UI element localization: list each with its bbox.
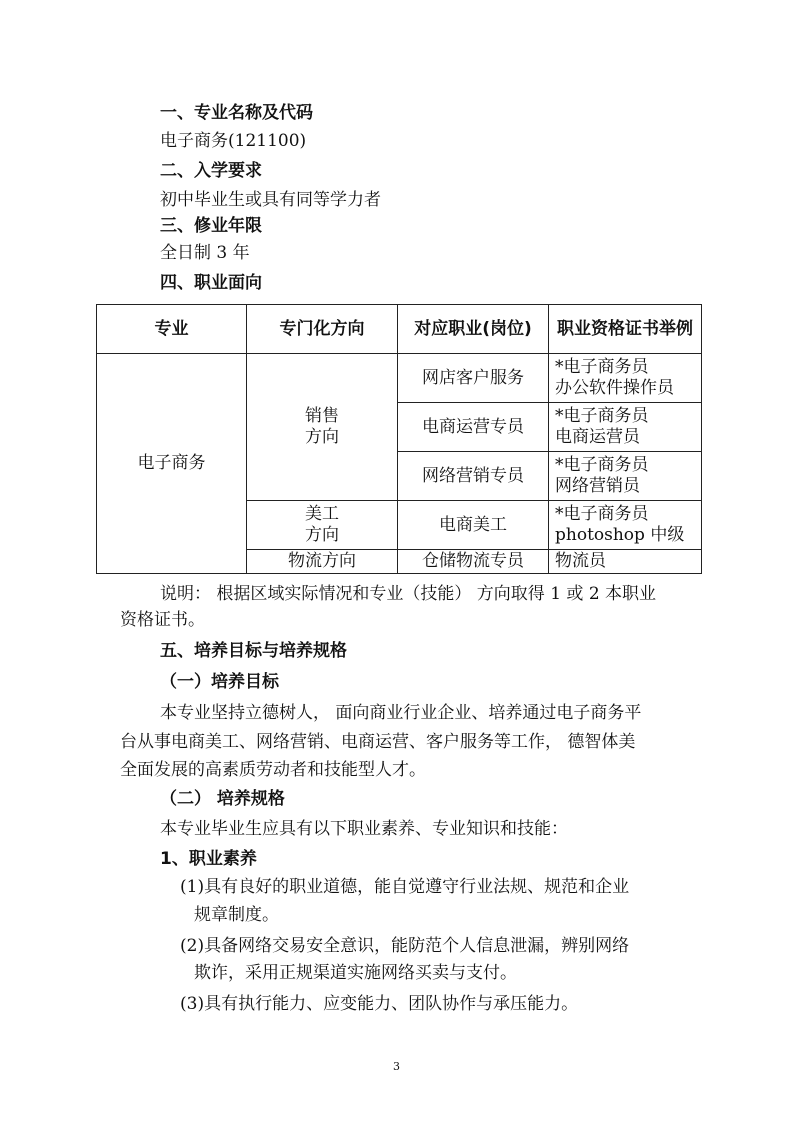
page-number: 3 — [393, 1060, 400, 1073]
job-cell: 电商运营专员 — [398, 403, 549, 452]
section-2-title: 二、入学要求 — [160, 161, 262, 181]
section-2-body: 初中毕业生或具有同等学力者 — [160, 190, 381, 210]
cert-line1: *电子商务员 — [555, 357, 649, 377]
note-line-1: 说明： 根据区域实际情况和专业（技能） 方向取得 1 或 2 本职业 — [160, 584, 657, 604]
career-table — [96, 304, 702, 574]
subsection-2-title: （二） 培养规格 — [160, 789, 285, 809]
subsection-1-title: （一）培养目标 — [160, 672, 279, 692]
header-cert: 职业资格证书举例 — [549, 305, 702, 354]
cert-cell — [549, 354, 702, 403]
section-1-body: 电子商务(121100) — [160, 131, 307, 151]
header-major: 专业 — [97, 305, 247, 354]
list-item-2-line-2: 欺诈，采用正规渠道实施网络买卖与支付。 — [194, 963, 517, 983]
cert-line2: 网络营销员 — [555, 476, 640, 496]
list-item-1-line-1: (1)具有良好的职业道德，能自觉遵守行业法规、规范和企业 — [180, 877, 630, 897]
job-cell: 网络营销专员 — [398, 452, 549, 501]
direction-sales-line2: 方向 — [305, 427, 339, 447]
direction-art-line2: 方向 — [305, 525, 339, 545]
quality-title: 1、职业素养 — [160, 849, 257, 869]
direction-sales-line1: 销售 — [305, 406, 339, 426]
section-4-title: 四、职业面向 — [160, 273, 262, 293]
goal-line-2: 台从事电商美工、网络营销、电商运营、客户服务等工作， 德智体美 — [120, 732, 636, 752]
section-3-title: 三、修业年限 — [160, 216, 262, 236]
table-row — [97, 354, 702, 403]
section-1-title: 一、专业名称及代码 — [160, 103, 313, 123]
table-header-row — [97, 305, 702, 354]
cert-line1: *电子商务员 — [555, 504, 649, 524]
job-cell: 电商美工 — [398, 501, 549, 550]
header-direction: 专门化方向 — [247, 305, 398, 354]
list-item-2-line-1: (2)具备网络交易安全意识，能防范个人信息泄漏，辨别网络 — [180, 936, 630, 956]
direction-sales — [247, 354, 398, 501]
direction-art — [247, 501, 398, 550]
cert-cell: 物流员 — [549, 550, 702, 574]
section-3-body: 全日制 3 年 — [160, 243, 250, 263]
cert-cell — [549, 452, 702, 501]
header-job: 对应职业(岗位) — [398, 305, 549, 354]
goal-line-1: 本专业坚持立德树人， 面向商业行业企业、培养通过电子商务平 — [160, 703, 642, 723]
job-cell: 仓储物流专员 — [398, 550, 549, 574]
direction-logistics: 物流方向 — [247, 550, 398, 574]
spec-intro: 本专业毕业生应具有以下职业素养、专业知识和技能： — [160, 819, 568, 839]
list-item-3-line-1: (3)具有执行能力、应变能力、团队协作与承压能力。 — [180, 994, 579, 1014]
job-cell: 网店客户服务 — [398, 354, 549, 403]
list-item-1-line-2: 规章制度。 — [194, 905, 279, 925]
cert-line2: 电商运营员 — [555, 427, 640, 447]
cert-line1: *电子商务员 — [555, 455, 649, 475]
cert-line2: 办公软件操作员 — [555, 378, 674, 398]
cert-line1: *电子商务员 — [555, 406, 649, 426]
major-cell: 电子商务 — [97, 354, 247, 574]
cert-cell — [549, 403, 702, 452]
cert-line2: photoshop 中级 — [555, 525, 685, 545]
section-5-title: 五、培养目标与培养规格 — [160, 641, 347, 661]
goal-line-3: 全面发展的高素质劳动者和技能型人才。 — [120, 760, 426, 780]
cert-cell — [549, 501, 702, 550]
note-line-2: 资格证书。 — [120, 610, 205, 630]
direction-art-line1: 美工 — [305, 504, 339, 524]
